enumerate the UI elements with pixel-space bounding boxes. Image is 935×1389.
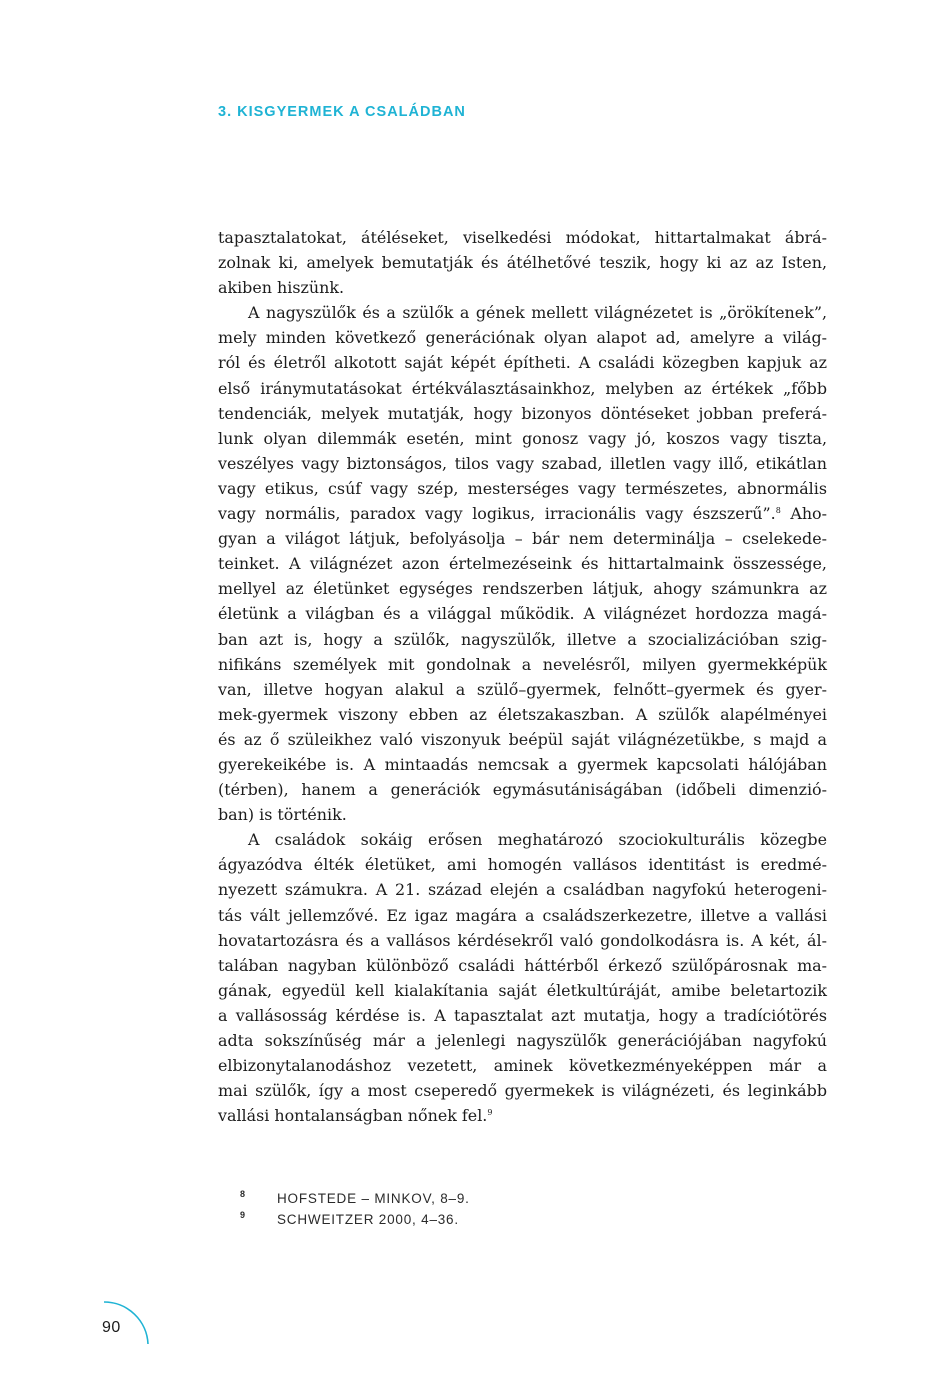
page-number: 90 — [102, 1319, 121, 1336]
body-line — [218, 551, 827, 576]
body-line — [218, 777, 827, 802]
body-line-text: akiben hiszünk. — [218, 278, 345, 298]
body-line-text: elbizonytalanodáshoz vezetett, aminek következményeképpen már a — [218, 1056, 827, 1076]
body-line-text: van, illetve hogyan alakul a szülő–gyermek, felnőtt–gyermek és gyer- — [218, 679, 827, 699]
body-line — [218, 426, 827, 451]
body-line — [218, 1028, 827, 1053]
body-line — [218, 752, 827, 777]
body-line-text: A családok sokáig erősen meghatározó szociokulturális közegbe — [248, 830, 827, 850]
footnote-text: SCHWEITZER 2000, 4–36. — [277, 1212, 459, 1227]
body-line — [218, 275, 827, 300]
body-line-text: talában nagyban különböző családi háttérből érkező szülőpárosnak ma- — [218, 955, 827, 975]
body-line — [218, 601, 827, 626]
body-line-text: életünk a világban és a világgal működik. A világnézet hordozza magá- — [218, 604, 827, 624]
body-line-text: mellyel az életünket egységes rendszerben látjuk, ahogy számunkra az — [218, 579, 827, 599]
body-line-text: gyan a világot látjuk, befolyásolja – bár nem determinálja – cselekede- — [218, 529, 827, 549]
body-line — [218, 928, 827, 953]
body-line — [218, 300, 827, 325]
body-line — [218, 576, 827, 601]
body-line-text: lunk olyan dilemmák esetén, mint gonosz vagy jó, koszos vagy tiszta, — [218, 428, 827, 448]
footnote-number: 9 — [240, 1210, 246, 1220]
body-line — [218, 652, 827, 677]
body-line — [218, 1053, 827, 1078]
body-line — [218, 225, 827, 250]
body-line-text: és az ő szüleikhez való viszonyuk beépül saját világnézetükbe, s majd a — [218, 729, 827, 749]
body-line-text: gának, egyedül kell kialakítania saját életkultúráját, amibe beletartozik — [218, 980, 827, 1000]
body-line — [218, 953, 827, 978]
body-line-text: mek-gyermek viszony ebben az életszakaszban. A szülők alapélményei — [218, 704, 827, 724]
body-line-text: első iránymutatásokat értékválasztásainkhoz, melyben az értékek „főbb — [218, 378, 827, 398]
body-line-text: teinket. A világnézet azon értelmezéseink és hittartalmaink összessége, — [218, 554, 827, 574]
body-line — [218, 978, 827, 1003]
body-line-text: nifikáns személyek mit gondolnak a nevelésről, milyen gyermekképük — [218, 654, 827, 674]
body-line-text: adta sokszínűség már a jelenlegi nagyszülők generációjában nagyfokú — [218, 1031, 827, 1050]
body-line — [218, 627, 827, 652]
body-line-text-after: Aho- — [780, 504, 827, 524]
footnote-number: 8 — [240, 1189, 246, 1199]
footnotes — [240, 1188, 470, 1230]
running-head: 3. KISGYERMEK A CSALÁDBAN — [218, 104, 466, 120]
body-line-text: mai szülők, így a most cseperedő gyermekek is világnézeti, és leginkább — [218, 1081, 827, 1101]
body-line-text: gyerekeikébe is. A mintaadás nemcsak a gyermek kapcsolati hálójában — [218, 754, 827, 774]
body-line — [218, 702, 827, 727]
body-line-text: veszélyes vagy biztonságos, tilos vagy szabad, illetlen vagy illő, etikátlan — [218, 453, 827, 473]
body-line-text: vallási hontalanságban nőnek fel. — [218, 1106, 488, 1126]
body-line-text: a vallásosság kérdése is. A tapasztalat azt mutatja, hogy a tradíciótörés — [218, 1005, 827, 1025]
body-line — [218, 802, 827, 827]
body-line-text: vagy normális, paradox vagy logikus, irracionális vagy észszerű”. — [218, 504, 776, 524]
footnote-item — [240, 1209, 470, 1230]
body-line — [218, 1078, 827, 1103]
body-line-text: (térben), hanem a generációk egymásutániságában (időbeli dimenzió- — [218, 780, 827, 800]
footnote-reference[interactable]: 8 — [775, 506, 781, 516]
body-line-text: nyezett számukra. A 21. század elején a családban nagyfokú heterogeni- — [218, 880, 827, 900]
footnote-reference[interactable]: 9 — [487, 1108, 493, 1118]
body-line-text: tapasztalatokat, átéléseket, viselkedési módokat, hittartalmakat ábrá- — [218, 228, 827, 247]
body-line-text: ról és életről alkotott saját képét építheti. A családi közegben kapjuk az — [218, 353, 827, 373]
body-line — [218, 451, 827, 476]
body-line — [218, 350, 827, 375]
body-line — [218, 376, 827, 401]
body-line — [218, 526, 827, 551]
body-line — [218, 401, 827, 426]
body-line — [218, 476, 827, 501]
body-line-text: tendenciák, melyek mutatják, hogy bizonyos döntéseket jobban preferá- — [218, 403, 827, 423]
body-line — [218, 501, 827, 526]
body-line — [218, 852, 827, 877]
body-line-text: tás vált jellemzővé. Ez igaz magára a családszerkezetre, illetve a vallási — [218, 905, 827, 925]
body-line-text: mely minden következő generációnak olyan alapot ad, amelyre a világ- — [218, 328, 827, 348]
body-line — [218, 727, 827, 752]
body-line-text: vagy etikus, csúf vagy szép, mesterséges vagy természetes, abnormális — [218, 478, 827, 498]
footnote-text: HOFSTEDE – MINKOV, 8–9. — [277, 1191, 470, 1206]
body-line — [218, 877, 827, 902]
body-line-text: ban) is történik. — [218, 805, 347, 825]
body-line-text: A nagyszülők és a szülők a gének mellett világnézetet is „örökítenek”, — [248, 303, 827, 323]
body-line — [218, 1103, 827, 1128]
body-line — [218, 325, 827, 350]
body-text — [218, 225, 827, 1128]
body-line — [218, 1003, 827, 1028]
body-line-text: hovatartozásra és a vallásos kérdésekről való gondolkodásra is. A két, ál- — [218, 930, 827, 950]
body-line-text: ban azt is, hogy a szülők, nagyszülők, illetve a szocializációban szig- — [218, 629, 827, 649]
body-line — [218, 903, 827, 928]
footnote-item — [240, 1188, 470, 1209]
body-line-text: ágyazódva élték életüket, ami homogén vallásos identitást is eredmé- — [218, 855, 827, 875]
body-line — [218, 677, 827, 702]
body-line-text: zolnak ki, amelyek bemutatják és átélhetővé teszik, hogy ki az az Isten, — [218, 253, 827, 273]
body-line — [218, 827, 827, 852]
body-line — [218, 250, 827, 275]
